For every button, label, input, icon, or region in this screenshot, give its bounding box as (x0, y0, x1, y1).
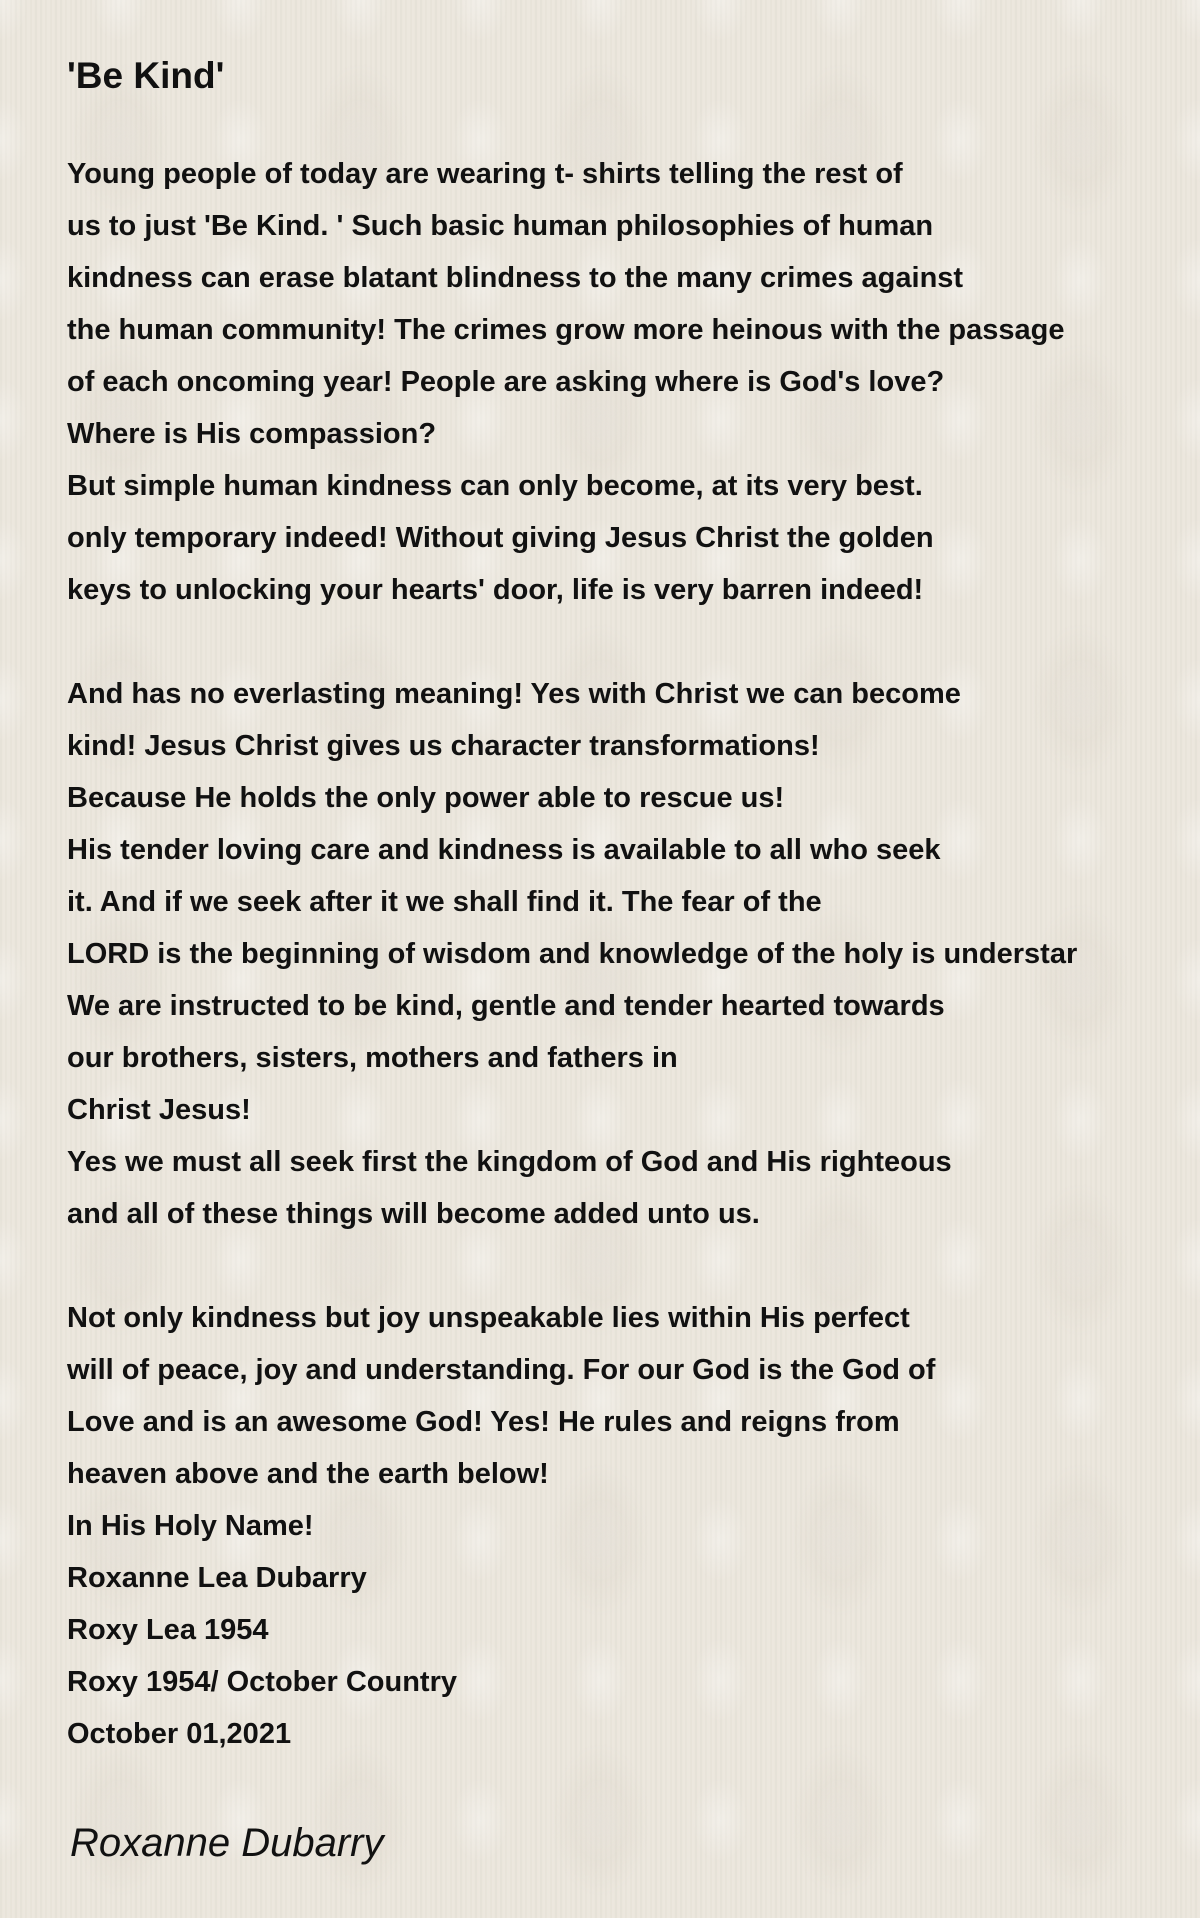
poem-line: only temporary indeed! Without giving Jesus Christ the golden (67, 522, 934, 554)
poem-line: In His Holy Name! (67, 1510, 314, 1542)
poem-line: the human community! The crimes grow more heinous with the passage (67, 314, 1065, 346)
poem-line: our brothers, sisters, mothers and fathers in (67, 1042, 678, 1074)
poem-body (67, 148, 1200, 1760)
poem-line: Young people of today are wearing t- shirts telling the rest of (67, 158, 903, 190)
poem-line: heaven above and the earth below! (67, 1458, 549, 1490)
poem-line: Love and is an awesome God! Yes! He rules and reigns from (67, 1406, 900, 1438)
stanza-break (67, 616, 1200, 668)
poem-line: Yes we must all seek first the kingdom of God and His righteous (67, 1146, 952, 1178)
poem-line: and all of these things will become added unto us. (67, 1198, 760, 1230)
poem-line: Because He holds the only power able to rescue us! (67, 782, 785, 814)
poem-line: October 01,2021 (67, 1718, 292, 1750)
poem-line: will of peace, joy and understanding. For our God is the God of (67, 1354, 936, 1386)
poem-line: us to just 'Be Kind. ' Such basic human philosophies of human (67, 210, 934, 242)
poem-title: 'Be Kind' (67, 55, 225, 96)
poem-line: Roxy 1954/ October Country (67, 1666, 457, 1698)
stanza-break (67, 1240, 1200, 1292)
poem-line: it. And if we seek after it we shall find it. The fear of the (67, 886, 822, 918)
poem-line: keys to unlocking your hearts' door, life is very barren indeed! (67, 574, 924, 606)
poem-line: And has no everlasting meaning! Yes with Christ we can become (67, 678, 961, 710)
poem-line: We are instructed to be kind, gentle and tender hearted towards (67, 990, 945, 1022)
poem-line: Not only kindness but joy unspeakable lies within His perfect (67, 1302, 910, 1334)
poem-line: kind! Jesus Christ gives us character transformations! (67, 730, 820, 762)
poem-author: Roxanne Dubarry (70, 1821, 384, 1865)
poem-line: His tender loving care and kindness is available to all who seek (67, 834, 941, 866)
poem-line: Roxy Lea 1954 (67, 1614, 269, 1646)
poem-line: Roxanne Lea Dubarry (67, 1562, 367, 1594)
poem-line: kindness can erase blatant blindness to the many crimes against (67, 262, 964, 294)
poem-line: LORD is the beginning of wisdom and knowledge of the holy is understar (67, 938, 1078, 970)
poem-line: But simple human kindness can only become, at its very best. (67, 470, 923, 502)
poem-line: of each oncoming year! People are asking where is God's love? (67, 366, 945, 398)
poem-line: Christ Jesus! (67, 1094, 251, 1126)
poem-line: Where is His compassion? (67, 418, 437, 450)
